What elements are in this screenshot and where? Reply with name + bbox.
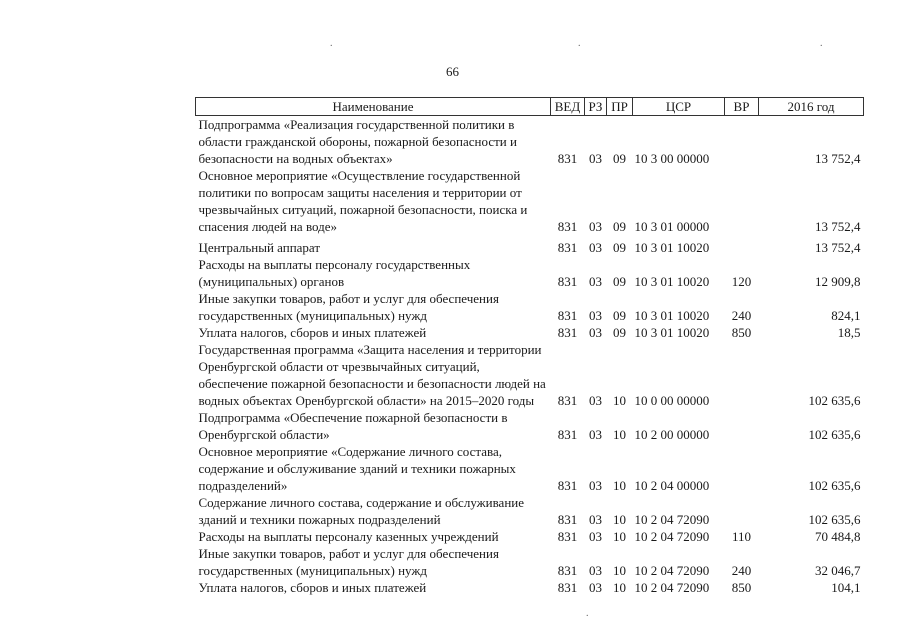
row-name-line: Расходы на выплаты персоналу казенных учреждений <box>198 529 499 544</box>
row-rz: 03 <box>589 393 602 408</box>
row-csr: 10 3 01 00000 <box>634 219 710 234</box>
row-amount: 13 752,4 <box>815 240 861 255</box>
row-vr: 850 <box>731 580 752 595</box>
column-header: ПР <box>607 98 633 116</box>
row-rz: 03 <box>589 478 602 493</box>
row-name <box>196 167 551 235</box>
column-header: Наименование <box>196 98 551 116</box>
row-amount: 102 635,6 <box>808 512 861 527</box>
row-rz: 03 <box>589 563 602 578</box>
row-vr <box>725 409 759 443</box>
row-amount: 13 752,4 <box>815 219 861 234</box>
row-ved: 831 <box>557 580 578 595</box>
row-vr <box>725 341 759 409</box>
row-amount: 824,1 <box>831 308 861 323</box>
row-name-line: Иные закупки товаров, работ и услуг для обеспечения <box>198 546 499 561</box>
column-header: РЗ <box>585 98 607 116</box>
row-name-line: Оренбургской области от чрезвычайных ситуаций, <box>198 359 480 374</box>
row-name-line: безопасности на водных объектах» <box>198 151 393 166</box>
row-csr: 10 3 01 10020 <box>634 325 710 340</box>
row-name-line: Основное мероприятие «Содержание личного состава, <box>198 444 502 459</box>
row-vr <box>725 239 759 256</box>
column-header: ВР <box>725 98 759 116</box>
row-ved: 831 <box>557 512 578 527</box>
row-pr: 10 <box>613 580 626 595</box>
table-row <box>196 256 864 290</box>
row-csr: 10 3 01 10020 <box>634 274 710 289</box>
row-name-line: государственных (муниципальных) нужд <box>198 563 427 578</box>
row-rz: 03 <box>589 274 602 289</box>
row-csr: 10 2 04 72090 <box>634 563 710 578</box>
table-row <box>196 545 864 579</box>
table-row <box>196 494 864 528</box>
row-name-line: Центральный аппарат <box>198 240 321 255</box>
row-amount: 13 752,4 <box>815 151 861 166</box>
row-name-line: чрезвычайных ситуаций, пожарной безопасности, поиска и <box>198 202 528 217</box>
row-pr: 10 <box>613 427 626 442</box>
row-name-line: Государственная программа «Защита населения и территории <box>198 342 542 357</box>
row-name-line: Уплата налогов, сборов и иных платежей <box>198 325 427 340</box>
row-name-line: (муниципальных) органов <box>198 274 345 289</box>
row-name <box>196 579 551 596</box>
scan-dot: . <box>586 608 589 619</box>
row-name-line: Уплата налогов, сборов и иных платежей <box>198 580 427 595</box>
row-pr: 09 <box>613 274 626 289</box>
row-rz: 03 <box>589 427 602 442</box>
scan-dot: . <box>578 38 581 49</box>
row-pr: 10 <box>613 478 626 493</box>
row-name <box>196 341 551 409</box>
row-pr: 09 <box>613 308 626 323</box>
row-ved: 831 <box>557 529 578 544</box>
row-vr <box>725 494 759 528</box>
table-row <box>196 528 864 545</box>
row-csr: 10 2 04 72090 <box>634 529 710 544</box>
row-csr: 10 2 04 00000 <box>634 478 710 493</box>
row-rz: 03 <box>589 580 602 595</box>
row-ved: 831 <box>557 427 578 442</box>
row-amount: 32 046,7 <box>815 563 861 578</box>
row-pr: 10 <box>613 529 626 544</box>
table-row <box>196 239 864 256</box>
row-name-line: Подпрограмма «Реализация государственной политики в <box>198 117 515 132</box>
row-name-line: зданий и техники пожарных подразделений <box>198 512 441 527</box>
row-pr: 09 <box>613 151 626 166</box>
row-name <box>196 324 551 341</box>
row-name-line: Иные закупки товаров, работ и услуг для обеспечения <box>198 291 499 306</box>
column-header: ЦСР <box>633 98 725 116</box>
row-name-line: подразделений» <box>198 478 288 493</box>
table-row <box>196 290 864 324</box>
table-row <box>196 409 864 443</box>
row-amount: 70 484,8 <box>815 529 861 544</box>
row-rz: 03 <box>589 512 602 527</box>
scan-dot: . <box>330 38 333 49</box>
row-rz: 03 <box>589 308 602 323</box>
row-vr: 240 <box>731 563 752 578</box>
row-name <box>196 409 551 443</box>
column-header: 2016 год <box>759 98 864 116</box>
row-name-line: Содержание личного состава, содержание и обслуживание <box>198 495 525 510</box>
row-amount: 102 635,6 <box>808 478 861 493</box>
row-pr: 10 <box>613 563 626 578</box>
row-csr: 10 3 01 10020 <box>634 308 710 323</box>
row-ved: 831 <box>557 563 578 578</box>
table-row <box>196 116 864 168</box>
row-name-line: политики по вопросам защиты населения и территории от <box>198 185 522 200</box>
table-row <box>196 579 864 596</box>
row-csr: 10 2 04 72090 <box>634 512 710 527</box>
row-name <box>196 256 551 290</box>
row-rz: 03 <box>589 151 602 166</box>
budget-table <box>195 97 864 596</box>
row-name-line: Подпрограмма «Обеспечение пожарной безопасности в <box>198 410 508 425</box>
row-name <box>196 494 551 528</box>
row-name-line: Оренбургской области» <box>198 427 330 442</box>
table-header-row <box>196 98 864 116</box>
row-vr: 240 <box>731 308 752 323</box>
page-number: 66 <box>446 64 459 79</box>
table-row <box>196 324 864 341</box>
row-name <box>196 443 551 494</box>
row-rz: 03 <box>589 219 602 234</box>
row-amount: 102 635,6 <box>808 393 861 408</box>
row-name <box>196 545 551 579</box>
row-ved: 831 <box>557 219 578 234</box>
scan-dot: . <box>820 38 823 49</box>
row-rz: 03 <box>589 325 602 340</box>
row-vr: 850 <box>731 325 752 340</box>
row-vr <box>725 443 759 494</box>
row-rz: 03 <box>589 240 602 255</box>
row-ved: 831 <box>557 151 578 166</box>
row-ved: 831 <box>557 478 578 493</box>
row-pr: 10 <box>613 512 626 527</box>
row-vr: 110 <box>731 529 752 544</box>
table-row <box>196 443 864 494</box>
row-name-line: Расходы на выплаты персоналу государственных <box>198 257 471 272</box>
row-rz: 03 <box>589 529 602 544</box>
row-name-line: области гражданской обороны, пожарной безопасности и <box>198 134 517 149</box>
row-csr: 10 0 00 00000 <box>634 393 710 408</box>
row-name <box>196 239 551 256</box>
row-name-line: государственных (муниципальных) нужд <box>198 308 427 323</box>
row-csr: 10 3 01 10020 <box>634 240 710 255</box>
row-amount: 102 635,6 <box>808 427 861 442</box>
row-csr: 10 2 04 72090 <box>634 580 710 595</box>
row-name <box>196 528 551 545</box>
row-csr: 10 3 00 00000 <box>634 151 710 166</box>
row-name-line: обеспечение пожарной безопасности и безопасности людей на <box>198 376 546 391</box>
table-row <box>196 341 864 409</box>
row-pr: 09 <box>613 219 626 234</box>
row-vr: 120 <box>731 274 752 289</box>
table-row <box>196 167 864 235</box>
row-name-line: Основное мероприятие «Осуществление государственной <box>198 168 521 183</box>
column-header: ВЕД <box>551 98 585 116</box>
row-csr: 10 2 00 00000 <box>634 427 710 442</box>
row-pr: 09 <box>613 240 626 255</box>
row-vr <box>725 116 759 168</box>
row-ved: 831 <box>557 308 578 323</box>
row-ved: 831 <box>557 240 578 255</box>
row-pr: 10 <box>613 393 626 408</box>
row-amount: 104,1 <box>831 580 861 595</box>
row-ved: 831 <box>557 325 578 340</box>
row-name-line: спасения людей на воде» <box>198 219 338 234</box>
row-name-line: содержание и обслуживание зданий и техники пожарных <box>198 461 516 476</box>
row-vr <box>725 167 759 235</box>
row-amount: 12 909,8 <box>815 274 861 289</box>
row-name <box>196 116 551 168</box>
row-amount: 18,5 <box>837 325 861 340</box>
table-body <box>196 116 864 597</box>
row-pr: 09 <box>613 325 626 340</box>
row-ved: 831 <box>557 393 578 408</box>
row-ved: 831 <box>557 274 578 289</box>
row-name <box>196 290 551 324</box>
row-name-line: водных объектах Оренбургской области» на 2015–2020 годы <box>198 393 535 408</box>
